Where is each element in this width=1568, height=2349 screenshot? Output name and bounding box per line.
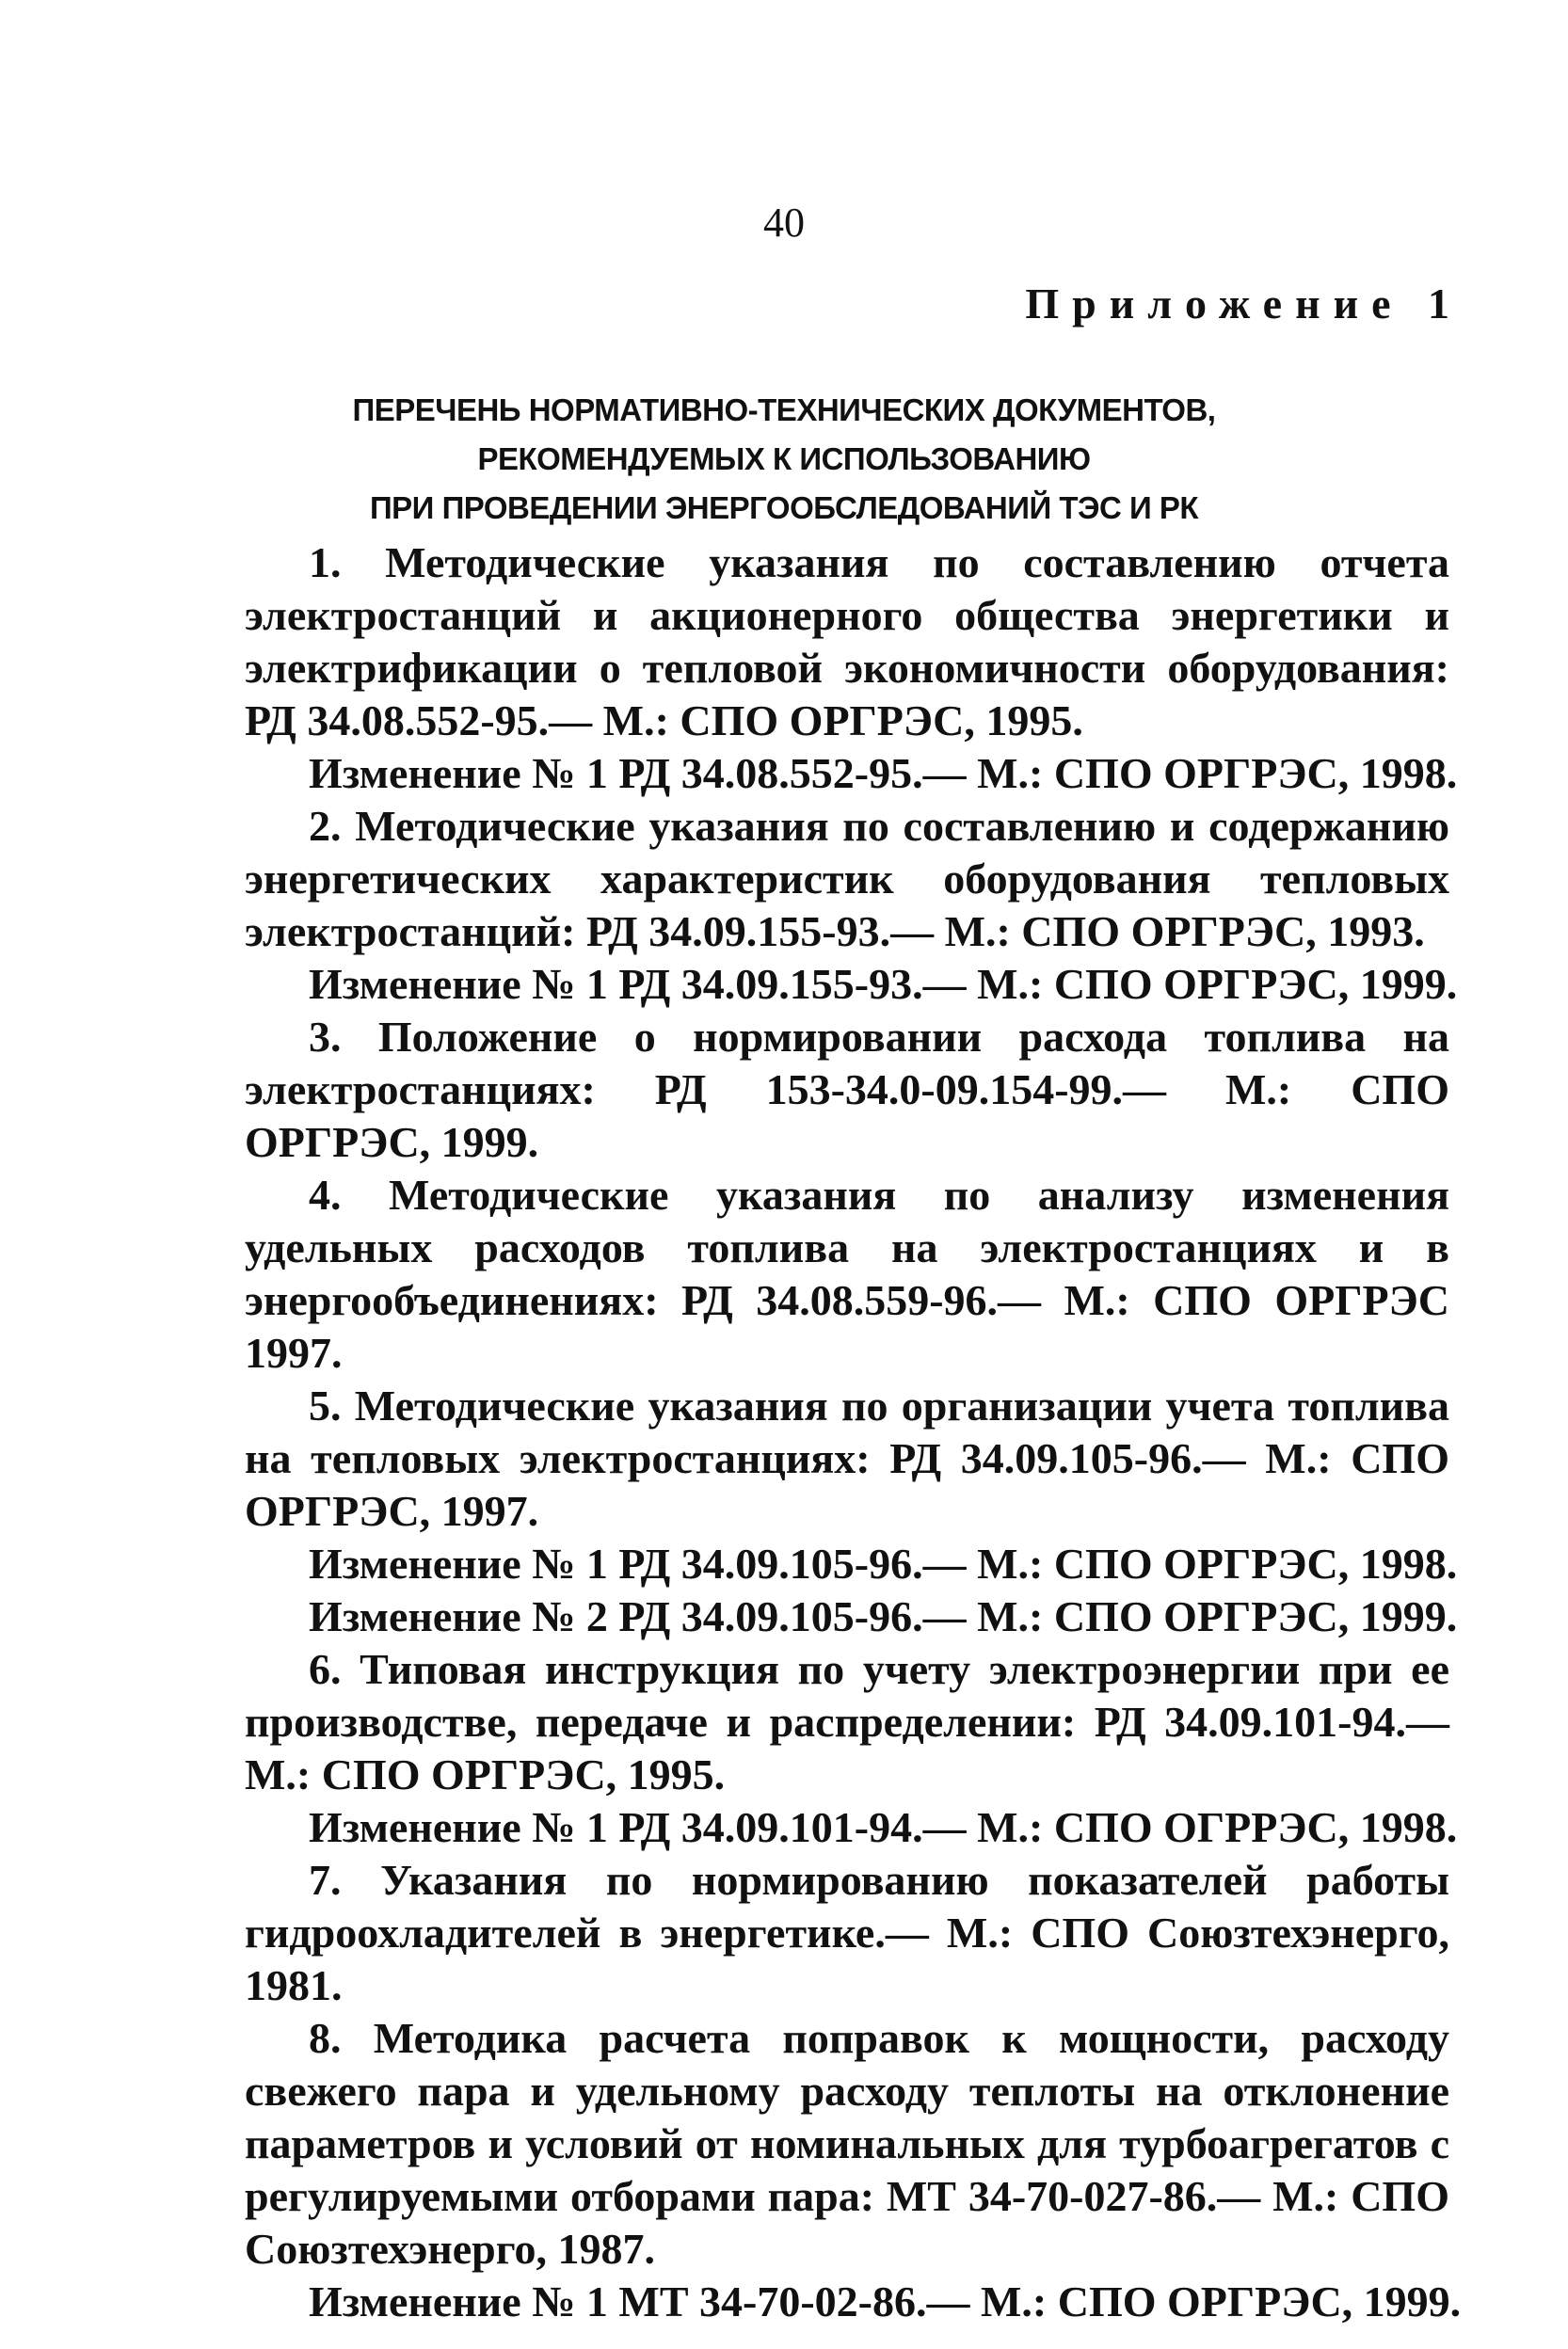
- list-item: 8. Методика расчета поправок к мощности, расходу свежего пара и удельному расходу теплоты на отклонение параметров и условий от номинальных для турбоагрегатов с регулируемыми отборами пара: МТ 34-70-027-86.— М.: СПО Союзтехэнерго, 1987.: [245, 2014, 1449, 2273]
- list-item: 2. Методические указания по составлению и содержанию энергетических характеристик оборудования тепловых электростанций: РД 34.09.155-93.— М.: СПО ОРГРЭС, 1993.: [245, 802, 1449, 955]
- amendment: Изменение № 2 РД 34.09.105-96.— М.: СПО ОРГРЭС, 1999.: [309, 1592, 1458, 1640]
- list-item: 7. Указания по нормированию показателей работы гидроохладителей в энергетике.— М.: СПО Союзтехэнерго, 1981.: [245, 1856, 1449, 2009]
- amendment: Изменение № 1 РД 34.09.105-96.— М.: СПО ОРГРЭС, 1998.: [309, 1540, 1458, 1588]
- heading-line: ПЕРЕЧЕНЬ НОРМАТИВНО-ТЕХНИЧЕСКИХ ДОКУМЕНТОВ,: [352, 392, 1216, 427]
- amendment: Изменение № 1 МТ 34-70-02-86.— М.: СПО ОРГРЭС, 1999.: [309, 2277, 1462, 2325]
- list-item: 5. Методические указания по организации учета топлива на тепловых электростанциях: РД 34.09.105-96.— М.: СПО ОРГРЭС, 1997.: [245, 1382, 1449, 1535]
- amendment: Изменение № 1 РД 34.09.101-94.— М.: СПО ОГРРЭС, 1998.: [309, 1803, 1458, 1851]
- list-item: 6. Типовая инструкция по учету электроэнергии при ее производстве, передаче и распределении: РД 34.09.101-94.— М.: СПО ОРГРЭС, 1995.: [245, 1645, 1449, 1798]
- amendment: Изменение № 1 РД 34.08.552-95.— М.: СПО ОРГРЭС, 1998.: [309, 749, 1458, 797]
- heading-line: ПРИ ПРОВЕДЕНИИ ЭНЕРГООБСЛЕДОВАНИЙ ТЭС И РК: [369, 490, 1199, 525]
- page-number: 40: [763, 200, 805, 246]
- heading-line: РЕКОМЕНДУЕМЫХ К ИСПОЛЬЗОВАНИЮ: [477, 441, 1091, 476]
- appendix-label: Приложение 1: [1025, 280, 1463, 328]
- amendment: Изменение № 1 РД 34.09.155-93.— М.: СПО ОРГРЭС, 1999.: [309, 960, 1458, 1008]
- list-item: 1. Методические указания по составлению отчета электростанций и акционерного общества энергетики и электрификации о тепловой экономичности оборудования: РД 34.08.552-95.— М.: СПО ОРГРЭС, 1995.: [245, 538, 1449, 744]
- document-list: [245, 536, 1462, 2328]
- list-item: 4. Методические указания по анализу изменения удельных расходов топлива на электростанциях и в энергообъединениях: РД 34.08.559-96.— М.: СПО ОРГРЭС 1997.: [245, 1171, 1449, 1377]
- document-heading: [245, 386, 1323, 533]
- list-item: 3. Положение о нормировании расхода топлива на электростанциях: РД 153-34.0-09.154-99.— М.: СПО ОРГРЭС, 1999.: [245, 1013, 1449, 1166]
